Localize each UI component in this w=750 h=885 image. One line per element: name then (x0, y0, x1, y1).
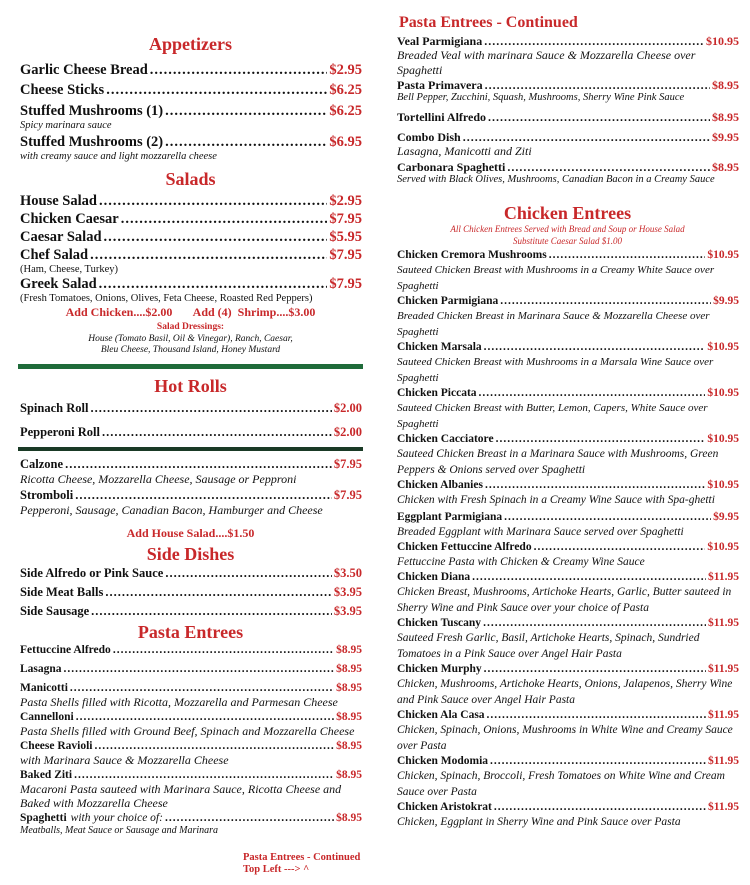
menu-item (397, 294, 739, 308)
pasta-heading: Pasta Entrees (137, 622, 244, 642)
menu-item (397, 800, 739, 814)
menu-item (20, 662, 362, 676)
item-name: Carbonara Spaghetti (397, 160, 506, 174)
salad-dressings-title: Salad Dressings: (156, 322, 225, 332)
item-description: Meatballs, Meat Sauce or Sausage and Marinara (20, 825, 219, 836)
menu-item (20, 134, 362, 151)
menu-item (20, 211, 362, 228)
item-name: Stromboli (20, 488, 74, 502)
item-price: $7.95 (333, 488, 362, 502)
item-price: $7.95 (329, 211, 362, 227)
item-price: $10.95 (707, 541, 739, 553)
item-price: $10.95 (707, 387, 739, 399)
menu-item (20, 247, 362, 264)
item-price: $9.95 (713, 295, 739, 307)
menu-item (20, 62, 362, 79)
item-description: with creamy sauce and light mozzarella cheese (20, 151, 217, 162)
item-price: $8.95 (336, 711, 362, 723)
menu-item (397, 340, 739, 354)
calzone-list (20, 457, 362, 518)
chicken-heading: Chicken Entrees (503, 203, 632, 223)
salad-dressings-line2: Bleu Cheese, Thousand Island, Honey Mustard (100, 345, 281, 355)
item-name: Cannelloni (20, 711, 74, 723)
item-price: $2.95 (329, 62, 362, 78)
item-name: Chicken Ala Casa (397, 709, 485, 721)
menu-item (20, 585, 362, 600)
item-price: $11.95 (708, 755, 739, 767)
item-price: $8.95 (336, 644, 362, 656)
item-description: Chicken, Spinach, Onions, Mushrooms in White Wine and Creamy Sauce over Pasta (397, 724, 733, 752)
item-name: Side Meat Balls (20, 585, 104, 599)
pasta-continued-heading: Pasta Entrees - Continued (399, 14, 578, 31)
item-description: Sauteed Chicken Breast with Butter, Lemon, Capers, White Sauce over Spaghetti (397, 402, 708, 430)
item-name: Calzone (20, 457, 64, 471)
item-price: $11.95 (708, 801, 739, 813)
item-price: $6.25 (329, 82, 362, 98)
menu-item (397, 130, 739, 144)
item-price: $6.95 (329, 134, 362, 150)
item-name: Chicken Piccata (397, 387, 477, 399)
item-name: Chef Salad (20, 247, 89, 263)
menu-item (397, 662, 739, 676)
item-price: $11.95 (708, 709, 739, 721)
item-price: $11.95 (708, 663, 739, 675)
menu-item (397, 432, 739, 446)
item-description: (Ham, Cheese, Turkey) (20, 264, 118, 275)
item-price: $8.95 (712, 160, 739, 174)
item-name: Garlic Cheese Bread (20, 62, 148, 78)
item-description: Chicken with Fresh Spinach in a Creamy Wine Sauce with Spa-ghetti (397, 494, 715, 506)
chicken-note-1: All Chicken Entrees Served with Bread and Soup or House Salad (450, 224, 685, 234)
menu-item (20, 457, 362, 472)
item-price: $2.95 (329, 193, 362, 209)
item-description: Lasagna, Manicotti and Ziti (397, 144, 532, 158)
item-name: Chicken Fettuccine Alfredo (397, 541, 532, 553)
item-price: $3.95 (333, 585, 362, 599)
item-name: Side Sausage (20, 604, 90, 618)
item-name: Stuffed Mushrooms (2) (20, 134, 164, 150)
item-description: Sauteed Chicken Breast with Mushrooms in a Creamy White Sauce over Spaghetti (397, 264, 715, 292)
chicken-list (397, 248, 739, 830)
item-name: Chicken Tuscany (397, 617, 482, 629)
item-description: Sauteed Fresh Garlic, Basil, Artichoke Hearts, Spinach, Sundried Tomatoes in a Pink Sauce over Angel Hair Pasta (397, 632, 700, 660)
item-description: Breaded Veal with marinara Sauce & Mozzarella Cheese over Spaghetti (397, 48, 696, 77)
menu-item (20, 768, 362, 782)
menu-item (397, 386, 739, 400)
item-price: $2.00 (333, 425, 362, 439)
item-name: House Salad (20, 193, 97, 209)
item-price: $8.95 (336, 769, 362, 781)
item-price: $2.00 (333, 401, 362, 415)
item-name: Chicken Cremora Mushrooms (397, 249, 547, 261)
menu-item (397, 478, 739, 492)
item-description: Pasta Shells filled with Ricotta, Mozzarella and Parmesan Cheese (20, 695, 338, 709)
continued-note-line1: Pasta Entrees - Continued (243, 852, 361, 863)
item-description: Chicken Breast, Mushrooms, Artichoke Hearts, Garlic, Butter sauteed in Sherry Wine and Pink Sauce over your choice of Pasta (397, 586, 732, 614)
item-description: Chicken, Spinach, Broccoli, Fresh Tomatoes on White Wine and Cream Sauce over Pasta (397, 770, 725, 798)
item-price: $7.95 (329, 276, 362, 292)
item-name: Chicken Modomia (397, 755, 489, 767)
menu-item (20, 643, 362, 657)
item-price: $7.95 (329, 247, 362, 263)
menu-item (20, 488, 362, 503)
section-divider (18, 364, 363, 369)
item-name: Chicken Parmigiana (397, 295, 499, 307)
item-price: $8.95 (712, 110, 739, 124)
salads-list (20, 193, 362, 305)
item-price: $8.95 (336, 812, 362, 824)
item-price: $10.95 (707, 479, 739, 491)
menu-item (397, 34, 739, 48)
item-name: Baked Ziti (20, 769, 73, 781)
item-name: Eggplant Parmigiana (397, 511, 503, 523)
item-price: $6.25 (329, 103, 362, 119)
item-name: Tortellini Alfredo (397, 110, 487, 124)
item-price: $10.95 (707, 433, 739, 445)
menu-item (20, 604, 362, 619)
item-price: $9.95 (713, 511, 739, 523)
menu-item (20, 681, 362, 695)
item-name: Chicken Albanies (397, 479, 483, 491)
continued-note (243, 852, 360, 876)
item-price: $8.95 (712, 78, 739, 92)
item-price: $10.95 (707, 341, 739, 353)
menu-item (20, 739, 362, 753)
item-name: Chicken Aristokrat (397, 801, 492, 813)
item-price: $10.95 (707, 249, 739, 261)
appetizers-heading: Appetizers (149, 34, 232, 54)
item-price: $8.95 (336, 682, 362, 694)
item-name: Stuffed Mushrooms (1) (20, 103, 164, 119)
item-price: $3.50 (333, 566, 362, 580)
hot-rolls-heading: Hot Rolls (154, 376, 227, 396)
menu-item (397, 540, 739, 554)
menu-item (397, 110, 739, 124)
menu-item (397, 78, 739, 92)
item-name: Cheese Ravioli (20, 740, 93, 752)
menu-item (20, 811, 362, 825)
item-choice: with your choice of: (70, 812, 163, 824)
pasta-continued-list (397, 34, 739, 186)
salads-heading: Salads (165, 169, 216, 189)
menu-item (397, 248, 739, 262)
side-dishes-list (20, 566, 362, 619)
item-price: $9.95 (712, 130, 739, 144)
item-name: Chicken Caesar (20, 211, 119, 227)
item-description: with Marinara Sauce & Mozzarella Cheese (20, 753, 229, 767)
item-name: Caesar Salad (20, 229, 102, 245)
item-price: $11.95 (708, 571, 739, 583)
section-divider (18, 447, 363, 451)
item-description: Spicy marinara sauce (20, 120, 112, 131)
item-name: Lasagna (20, 663, 62, 675)
item-description: Served with Black Olives, Mushrooms, Canadian Bacon in a Creamy Sauce (397, 174, 715, 185)
item-description: (Fresh Tomatoes, Onions, Olives, Feta Cheese, Roasted Red Peppers) (20, 293, 313, 304)
item-description: Chicken, Mushrooms, Artichoke Hearts, Onions, Jalapenos, Sherry Wine and Pink Sauce over Angel Hair Pasta (397, 678, 733, 706)
item-price: $3.95 (333, 604, 362, 618)
item-name: Chicken Murphy (397, 663, 482, 675)
menu-item (20, 82, 362, 99)
menu-item (20, 229, 362, 246)
menu-item (397, 570, 739, 584)
menu-item (397, 708, 739, 722)
item-description: Breaded Eggplant with Marinara Sauce served over Spaghetti (397, 526, 684, 538)
item-name: Spinach Roll (20, 401, 89, 415)
menu-item (20, 710, 362, 724)
menu-item (20, 566, 362, 581)
item-description: Breaded Chicken Breast in Marinara Sauce & Mozzarella Cheese over Spaghetti (397, 310, 710, 338)
item-description: Fettuccine Pasta with Chicken & Creamy Wine Sauce (397, 556, 645, 568)
item-description: Pepperoni, Sausage, Canadian Bacon, Hamburger and Cheese (20, 503, 323, 517)
menu-item (20, 276, 362, 293)
side-dishes-heading: Side Dishes (146, 544, 235, 564)
menu-item (20, 193, 362, 210)
salad-dressings-line1: House (Tomato Basil, Oil & Vinegar), Ranch, Caesar, (88, 334, 293, 344)
pasta-list (20, 643, 362, 837)
calzone-add-on: Add House Salad....$1.50 (126, 526, 255, 540)
salad-add-on: Add Chicken....$2.00 Add (4) Shrimp....$3.00 (65, 305, 316, 319)
item-price: $5.95 (329, 229, 362, 245)
item-name: Fettuccine Alfredo (20, 644, 111, 656)
menu-item (20, 401, 362, 416)
item-price: $8.95 (336, 740, 362, 752)
item-name: Chicken Marsala (397, 341, 482, 353)
item-name: Combo Dish (397, 130, 461, 144)
item-description: Chicken, Eggplant in Sherry Wine and Pink Sauce over Pasta (397, 816, 681, 828)
item-description: Pasta Shells filled with Ground Beef, Spinach and Mozzarella Cheese (20, 724, 355, 738)
hot-rolls-list (20, 401, 362, 440)
item-name: Side Alfredo or Pink Sauce (20, 566, 164, 580)
item-price: $11.95 (708, 617, 739, 629)
item-price: $8.95 (336, 663, 362, 675)
item-description: Bell Pepper, Zucchini, Squash, Mushrooms, Sherry Wine Pink Sauce (397, 92, 685, 103)
menu-item (20, 103, 362, 120)
appetizers-list (20, 62, 362, 163)
continued-note-line2: Top Left ---> ^ (243, 864, 310, 875)
item-name: Spaghetti (20, 812, 67, 824)
menu-item (397, 510, 739, 524)
menu-item (20, 425, 362, 440)
menu-item (397, 160, 739, 174)
item-name: Cheese Sticks (20, 82, 105, 98)
item-name: Chicken Diana (397, 571, 471, 583)
item-name: Veal Parmigiana (397, 34, 483, 48)
chicken-note-2: Substitute Caesar Salad $1.00 (512, 236, 622, 246)
item-description: Macaroni Pasta sauteed with Marinara Sauce, Ricotta Cheese and Baked with Mozzarella Cheese (20, 782, 342, 810)
item-name: Greek Salad (20, 276, 97, 292)
item-price: $10.95 (706, 34, 739, 48)
item-price: $7.95 (333, 457, 362, 471)
item-name: Chicken Cacciatore (397, 433, 494, 445)
menu-item (397, 616, 739, 630)
item-name: Pasta Primavera (397, 78, 483, 92)
item-name: Pepperoni Roll (20, 425, 100, 439)
item-description: Sauteed Chicken Breast in a Marinara Sauce with Mushrooms, Green Peppers & Onions served over Spaghetti (397, 448, 719, 476)
item-name: Manicotti (20, 682, 68, 694)
item-description: Ricotta Cheese, Mozzarella Cheese, Sausage or Pepproni (20, 472, 297, 486)
item-description: Sauteed Chicken Breast with Mushrooms in a Marsala Wine Sauce over Spaghetti (397, 356, 714, 384)
menu-item (397, 754, 739, 768)
